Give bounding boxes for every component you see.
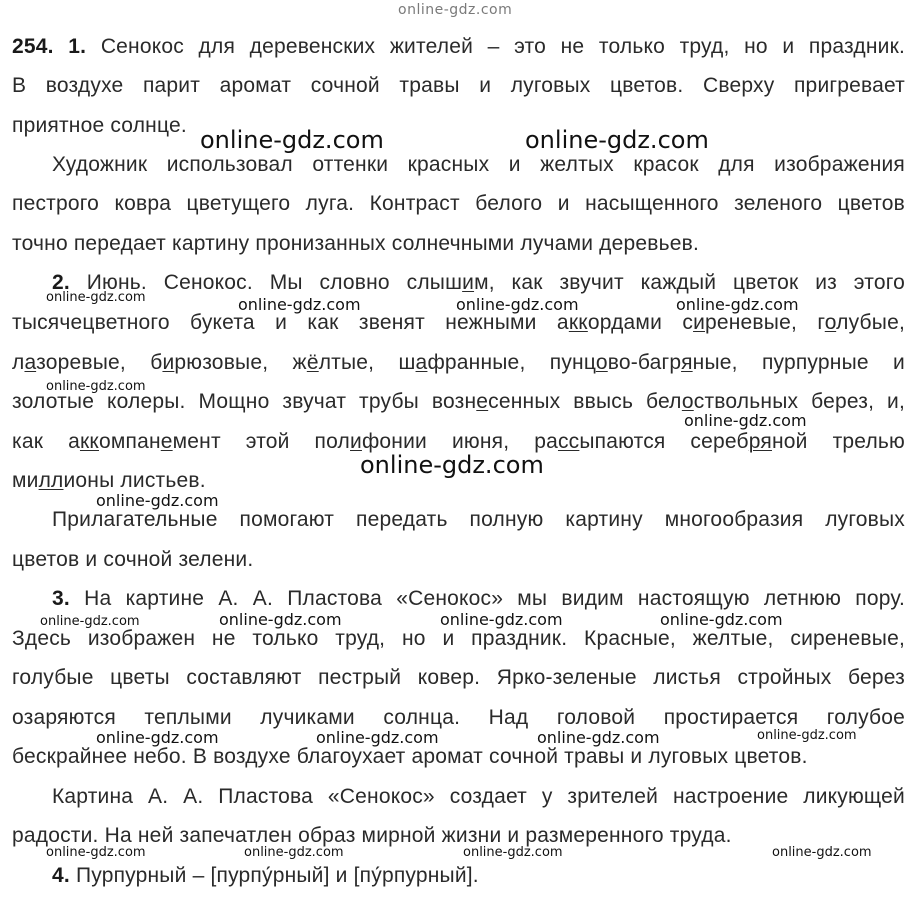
p2-line-5: как аккомпанемент этой полифонии июня, рассыпаются серебряной трелью (12, 430, 905, 453)
watermark: online-gdz.com (440, 610, 563, 629)
p2-line-3: лазоревые, бирюзовые, жёлтые, шафранные, пунцово-багряные, пурпурные и (12, 351, 905, 374)
watermark: online-gdz.com (96, 728, 219, 747)
p1-line-4: Художник использовал оттенки красных и желтых красок для изображения (52, 153, 905, 176)
watermark: online-gdz.com (46, 845, 146, 860)
p2-line-7: Прилагательные помогают передать полную картину многообразия луговых (52, 508, 905, 531)
watermark: online-gdz.com (463, 845, 563, 860)
p1-line-5: пестрого ковра цветущего луга. Контраст белого и насыщенного зеленого цветов (12, 192, 905, 215)
part-3-number: 3. (52, 587, 70, 610)
watermark: online-gdz.com (219, 610, 342, 629)
watermark: online-gdz.com (238, 295, 361, 314)
watermark: online-gdz.com (757, 728, 857, 743)
part-1-number: 1. (68, 35, 87, 58)
watermark: online-gdz.com (200, 126, 384, 154)
watermark: online-gdz.com (676, 295, 799, 314)
p1-line-3: приятное солнце. (12, 114, 187, 137)
watermark: online-gdz.com (772, 845, 872, 860)
watermark: online-gdz.com (684, 411, 807, 430)
p2-line-8: цветов и сочной зелени. (12, 548, 254, 571)
p1-line-2: В воздухе парит аромат сочной травы и луговых цветов. Сверху пригревает (12, 74, 905, 97)
watermark: online-gdz.com (537, 728, 660, 747)
task-number: 254. (12, 35, 54, 58)
watermark: online-gdz.com (46, 379, 146, 394)
watermark: online-gdz.com (96, 491, 219, 510)
p2-line-4: золотые колеры. Мощно звучат трубы вознесенных ввысь белоствольных берез, и, (12, 390, 905, 413)
watermark: online-gdz.com (660, 610, 783, 629)
part-2-number: 2. (52, 271, 70, 294)
p1-line-6: точно передает картину пронизанных солнечными лучами деревьев. (12, 232, 700, 255)
watermark: online-gdz.com (456, 295, 579, 314)
p2-line-2: тысячецветного букета и как звенят нежными аккордами сиреневые, голубые, (12, 311, 905, 334)
task-header-line: 254. 1. Сенокос для деревенских жителей – это не только труд, но и праздник. (12, 35, 905, 58)
p4-line-1: 4. Пурпурный – [пурпу́рный] и [пу́рпурный]. (52, 864, 479, 887)
watermark: online-gdz.com (40, 614, 140, 629)
p2-line-6: миллионы листьев. (12, 469, 206, 492)
watermark: online-gdz.com (525, 126, 709, 154)
p3-line-1: 3. На картине А. А. Пластова «Сенокос» мы видим настоящую летнюю пору. (52, 587, 905, 610)
p3-line-4: озаряются теплыми лучиками солнца. Над головой простирается голубое (12, 706, 905, 729)
watermark: online-gdz.com (316, 728, 439, 747)
p3-line-5: бескрайнее небо. В воздухе благоухает аромат сочной травы и луговых цветов. (12, 745, 808, 768)
p3-line-7: радости. На ней запечатлен образ мирной жизни и размеренного труда. (12, 824, 732, 847)
p3-line-2: Здесь изображен не только труд, но и праздник. Красные, желтые, сиреневые, (12, 627, 905, 650)
p3-line-3: голубые цветы составляют пестрый ковер. Ярко-зеленые листья стройных берез (12, 666, 905, 689)
p2-line-1: 2. Июнь. Сенокос. Мы словно слышим, как звучит каждый цветок из этого (52, 271, 905, 294)
part-4-number: 4. (52, 864, 70, 887)
watermark-top: online-gdz.com (398, 2, 513, 18)
watermark: online-gdz.com (244, 845, 344, 860)
p3-line-6: Картина А. А. Пластова «Сенокос» создает у зрителей настроение ликующей (52, 785, 905, 808)
watermark: online-gdz.com (46, 290, 146, 305)
watermark: online-gdz.com (360, 451, 544, 479)
